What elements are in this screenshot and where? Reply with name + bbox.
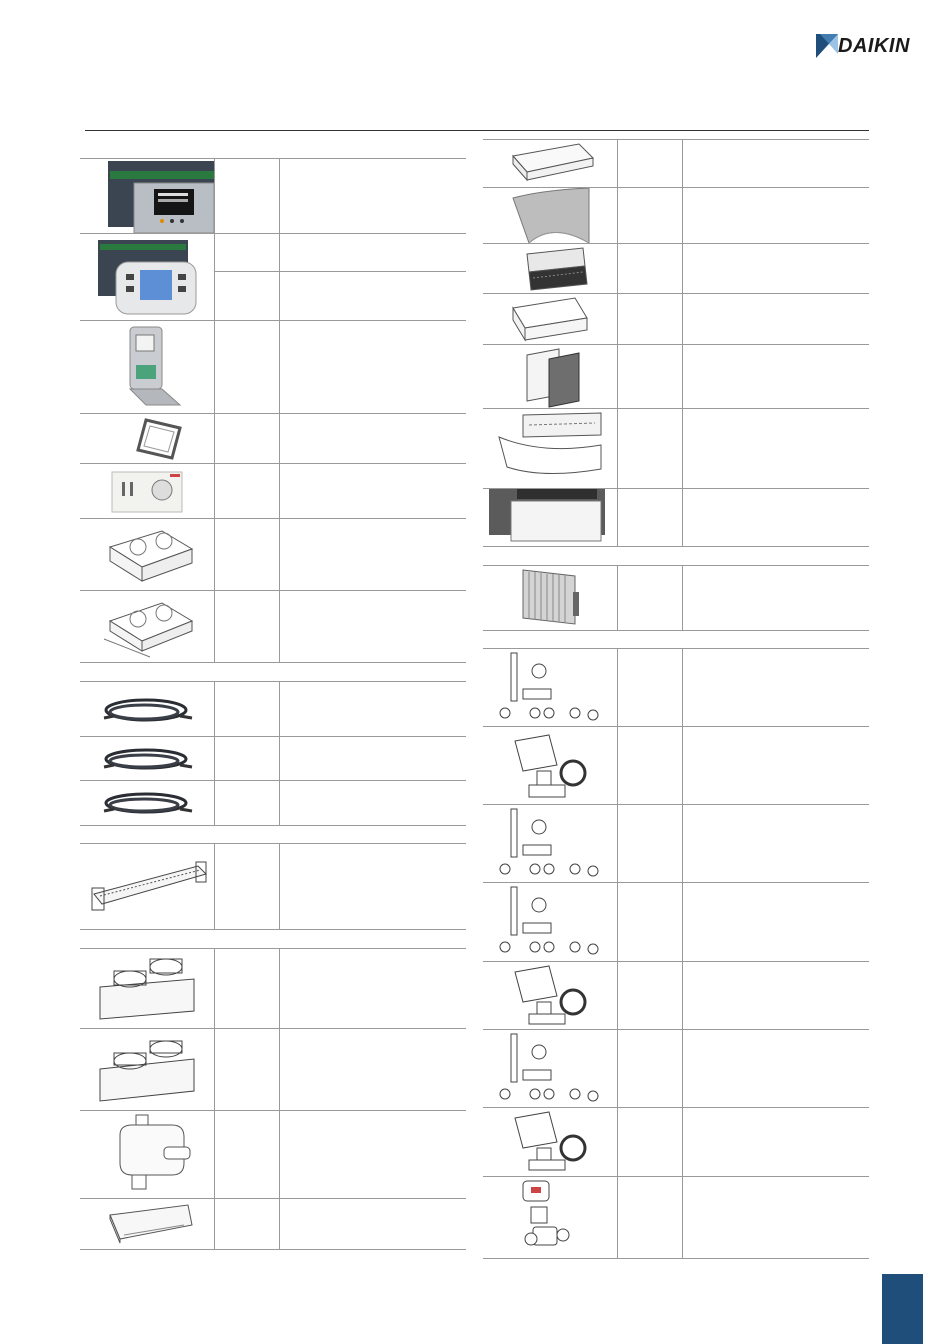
table-row (80, 1198, 466, 1249)
product-description (683, 883, 869, 961)
product-image (483, 727, 618, 804)
section-rule (80, 662, 466, 663)
product-image (483, 1030, 618, 1107)
product-image (80, 737, 215, 780)
condensate-pump-image (80, 1111, 214, 1198)
product-description (683, 140, 869, 187)
product-image (80, 519, 215, 590)
product-description (683, 962, 869, 1029)
product-description (683, 805, 869, 882)
product-description (280, 159, 466, 233)
product-description (280, 1029, 466, 1110)
rear-panel-image (483, 345, 617, 408)
product-image (80, 682, 215, 736)
product-image (80, 464, 215, 518)
drain-tray-image (483, 140, 617, 187)
product-image (483, 805, 618, 882)
table-row (483, 1107, 869, 1176)
product-code (618, 188, 683, 243)
table-row (80, 271, 466, 320)
product-code (215, 781, 280, 825)
product-code (618, 1108, 683, 1176)
table-row (80, 463, 466, 518)
valve-kit-image (483, 805, 617, 882)
sensor-cable-image (80, 737, 214, 780)
product-description (280, 321, 466, 413)
product-code (618, 140, 683, 187)
valve-kit-image (483, 883, 617, 961)
duct-plenum-image (80, 949, 214, 1028)
product-code (618, 962, 683, 1029)
thermostatic-valve-image (483, 1177, 617, 1258)
product-code (215, 159, 280, 233)
product-description (280, 737, 466, 780)
table-row (483, 488, 869, 546)
right-column (483, 0, 869, 1344)
product-description (683, 1030, 869, 1107)
product-image (80, 781, 215, 825)
control-box-image (80, 519, 214, 590)
speed-selector-image (80, 464, 214, 518)
product-image (80, 321, 215, 413)
product-image (80, 1111, 215, 1198)
sensor-cable-image (80, 682, 214, 736)
product-image (483, 244, 618, 293)
table-row (483, 1029, 869, 1107)
actuator-valve-image (483, 962, 617, 1029)
product-code (215, 591, 280, 662)
grille-assembly-image (483, 409, 617, 488)
table-row (483, 243, 869, 293)
table-row (80, 233, 466, 271)
product-code (215, 271, 280, 320)
product-description (683, 649, 869, 726)
product-code (618, 294, 683, 344)
sensor-cable-image (80, 781, 214, 825)
product-description (280, 844, 466, 929)
section-rule (80, 825, 466, 826)
product-image (80, 271, 215, 320)
product-code (618, 345, 683, 408)
product-image (483, 1108, 618, 1176)
left-column (80, 0, 466, 1344)
product-code (215, 737, 280, 780)
product-code (618, 1030, 683, 1107)
product-image (483, 489, 618, 546)
product-code (215, 1111, 280, 1198)
product-code (618, 727, 683, 804)
product-code (215, 414, 280, 463)
product-description (280, 1111, 466, 1198)
product-image (80, 159, 215, 233)
drain-tray-image (80, 1199, 214, 1249)
controller-display-image (80, 159, 214, 233)
product-code (215, 464, 280, 518)
duct-plenum-image (80, 1029, 214, 1110)
product-image (483, 409, 618, 488)
table-row (80, 158, 466, 233)
product-image (483, 962, 618, 1029)
page-tab (882, 1274, 923, 1344)
table-row (483, 139, 869, 187)
table-row (483, 726, 869, 804)
actuator-valve-image (483, 1108, 617, 1176)
product-description (280, 464, 466, 518)
table-row (483, 961, 869, 1029)
product-image (80, 414, 215, 463)
table-row (80, 518, 466, 590)
product-description (280, 949, 466, 1028)
table-row (80, 780, 466, 825)
product-image (483, 140, 618, 187)
table-row (483, 408, 869, 488)
product-code (215, 321, 280, 413)
curved-panel-image (483, 188, 617, 243)
table-row (483, 882, 869, 961)
table-row (80, 320, 466, 413)
table-bottom-rule (483, 1258, 869, 1259)
valve-kit-image (483, 1030, 617, 1107)
table-row (483, 187, 869, 243)
product-description (280, 234, 466, 271)
table-row (483, 565, 869, 630)
table-row (80, 413, 466, 463)
section-rule (80, 929, 466, 930)
product-code (215, 682, 280, 736)
table-row (80, 681, 466, 736)
product-code (618, 649, 683, 726)
control-box-image (80, 591, 214, 662)
table-row (80, 843, 466, 929)
product-image (483, 345, 618, 408)
product-description (280, 781, 466, 825)
product-description (280, 591, 466, 662)
product-description (683, 566, 869, 630)
table-row (80, 1028, 466, 1110)
product-image (483, 294, 618, 344)
product-image (80, 591, 215, 662)
cabinet-box-image (483, 489, 617, 546)
product-code (618, 883, 683, 961)
product-code (618, 566, 683, 630)
product-code (215, 234, 280, 271)
product-code (618, 805, 683, 882)
table-row (80, 1110, 466, 1198)
product-code (618, 409, 683, 488)
product-image (80, 234, 215, 271)
table-row (483, 804, 869, 882)
actuator-valve-image (483, 727, 617, 804)
product-image (483, 188, 618, 243)
product-description (683, 1177, 869, 1258)
product-description (683, 727, 869, 804)
product-description (683, 244, 869, 293)
product-description (683, 409, 869, 488)
wall-thermostat-image (80, 321, 214, 413)
table-row (483, 1176, 869, 1258)
brand-name: DAIKIN (838, 35, 910, 57)
section-rule (483, 546, 869, 547)
table-bottom-rule (80, 1249, 466, 1250)
product-code (215, 949, 280, 1028)
table-row (483, 648, 869, 726)
table-row (80, 590, 466, 662)
coil-image (483, 566, 617, 630)
product-code (618, 489, 683, 546)
filter-image (483, 244, 617, 293)
product-description (683, 294, 869, 344)
product-description (280, 682, 466, 736)
product-description (683, 1108, 869, 1176)
section-rule (483, 630, 869, 631)
product-code (215, 844, 280, 929)
product-code (215, 1029, 280, 1110)
product-description (280, 414, 466, 463)
table-row (80, 948, 466, 1028)
table-row (483, 344, 869, 408)
product-description (280, 519, 466, 590)
base-frame-image (483, 294, 617, 344)
product-image (80, 1199, 215, 1249)
product-code (215, 519, 280, 590)
product-code (618, 244, 683, 293)
product-image (80, 1029, 215, 1110)
product-description (683, 345, 869, 408)
product-code (215, 1199, 280, 1249)
table-row (80, 736, 466, 780)
product-code (618, 1177, 683, 1258)
product-description (683, 188, 869, 243)
product-description (280, 271, 466, 320)
mounting-frame-image (80, 414, 214, 463)
product-image (483, 566, 618, 630)
product-image (483, 649, 618, 726)
valve-kit-image (483, 649, 617, 726)
table-row (483, 293, 869, 344)
product-image (80, 949, 215, 1028)
product-image (483, 883, 618, 961)
electric-heater-image (80, 844, 214, 929)
product-image (80, 844, 215, 929)
product-description (683, 489, 869, 546)
product-description (280, 1199, 466, 1249)
product-image (483, 1177, 618, 1258)
